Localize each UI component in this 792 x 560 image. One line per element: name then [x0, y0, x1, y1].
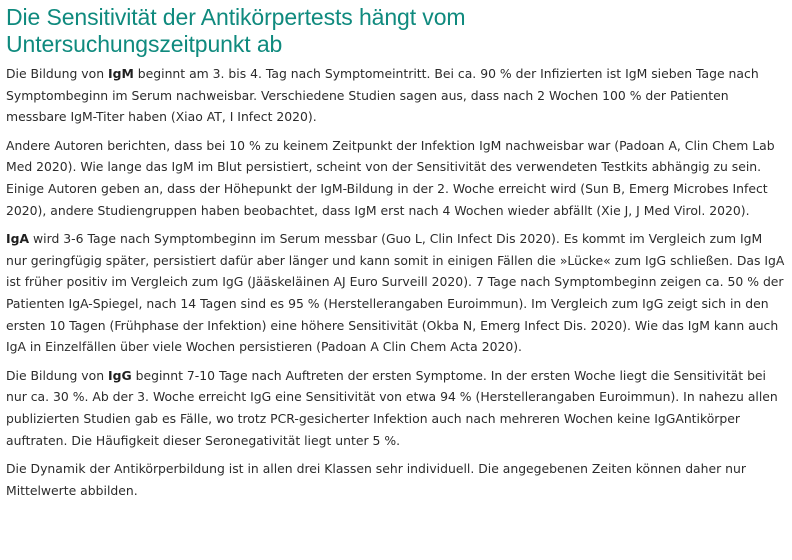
paragraph-igg-text: beginnt 7-10 Tage nach Auftreten der ersten Symptome. In der ersten Woche liegt die Sensitivität bei nur ca. 30 %. Ab der 3. Woche erreicht IgG eine Sensitivität von etwa 94 % (Herstellerangaben Euroimmun). In nahezu allen publizierten Studien gab es Fälle, wo trotz PCR-gesicherter Infektion auch nach mehreren Wochen keine IgGAntikörper auftraten. Die Häufigkeit dieser Seronegativität liegt unter 5 %.: [6, 367, 778, 448]
paragraph-igm-pre: Die Bildung von: [6, 66, 109, 81]
term-igg: IgG: [108, 367, 132, 383]
term-igm: IgM: [108, 66, 134, 81]
paragraph-igm-text: beginnt am 3. bis 4. Tag nach Symptomeintritt. Bei ca. 90 % der Infizierten ist IgM sieben Tage nach Symptombeginn im Serum nachweisbar. Verschiedene Studien sagen aus, dass nach 2 Wochen 100 % der Patienten messbare IgM-Titer haben (Xiao AT, I Infect 2020).: [6, 66, 759, 125]
article-title-line-2: Untersuchungszeitpunkt ab: [6, 31, 283, 57]
paragraph-iga-text: wird 3-6 Tage nach Symptombeginn im Serum messbar (Guo L, Clin Infect Dis 2020). Es kommt im Vergleich zum IgM nur geringfügig später, persistiert dafür aber länger und kann somit in einigen Fällen die »Lücke« zum IgG schließen. Das IgA ist früher positiv im Vergleich zum IgG (Jääskeläinen AJ Euro Surveill 2020). 7 Tage nach Symptombeginn zeigen ca. 50 % der Patienten IgA-Spiegel, nach 14 Tagen sind es 95 % (Herstellerangaben Euroimmun). Im Vergleich zum IgG zeigt sich in den ersten 10 Tagen (Frühphase der Infektion) eine höhere Sensitivität (Okba N, Emerg Infect Dis. 2020). Wie das IgM kann auch IgA in Einzelfällen über viele Wochen persistieren (Padoan A Clin Chem Acta 2020).: [6, 231, 785, 355]
paragraph-igg-pre: Die Bildung von: [6, 367, 109, 383]
paragraph-igm: [6, 63, 786, 128]
paragraph-igg: [6, 365, 786, 451]
article-title: [6, 4, 786, 58]
paragraph-igm-persistence: Andere Autoren berichten, dass bei 10 % zu keinem Zeitpunkt der Infektion IgM nachweisbar war (Padoan A, Clin Chem Lab Med 2020). Wie lange das IgM im Blut persistiert, scheint von der Sensitivität des verwendeten Testkits abhängig zu sein. Einige Autoren geben an, dass der Höhepunkt der IgM-Bildung in der 2. Woche erreicht wird (Sun B, Emerg Microbes Infect 2020), andere Studiengruppen haben beobachtet, dass IgM erst nach 4 Wochen wieder abfällt (Xie J, J Med Virol. 2020).: [6, 137, 775, 218]
paragraph-dynamics: Die Dynamik der Antikörperbildung ist in allen drei Klassen sehr individuell. Die angegebenen Zeiten können daher nur Mittelwerte abbilden.: [6, 461, 746, 498]
term-iga: IgA: [6, 231, 30, 247]
paragraph-iga: [6, 228, 786, 358]
article: [6, 4, 786, 508]
article-title-line-1: Die Sensitivität der Antikörpertests hängt vom: [6, 4, 466, 30]
